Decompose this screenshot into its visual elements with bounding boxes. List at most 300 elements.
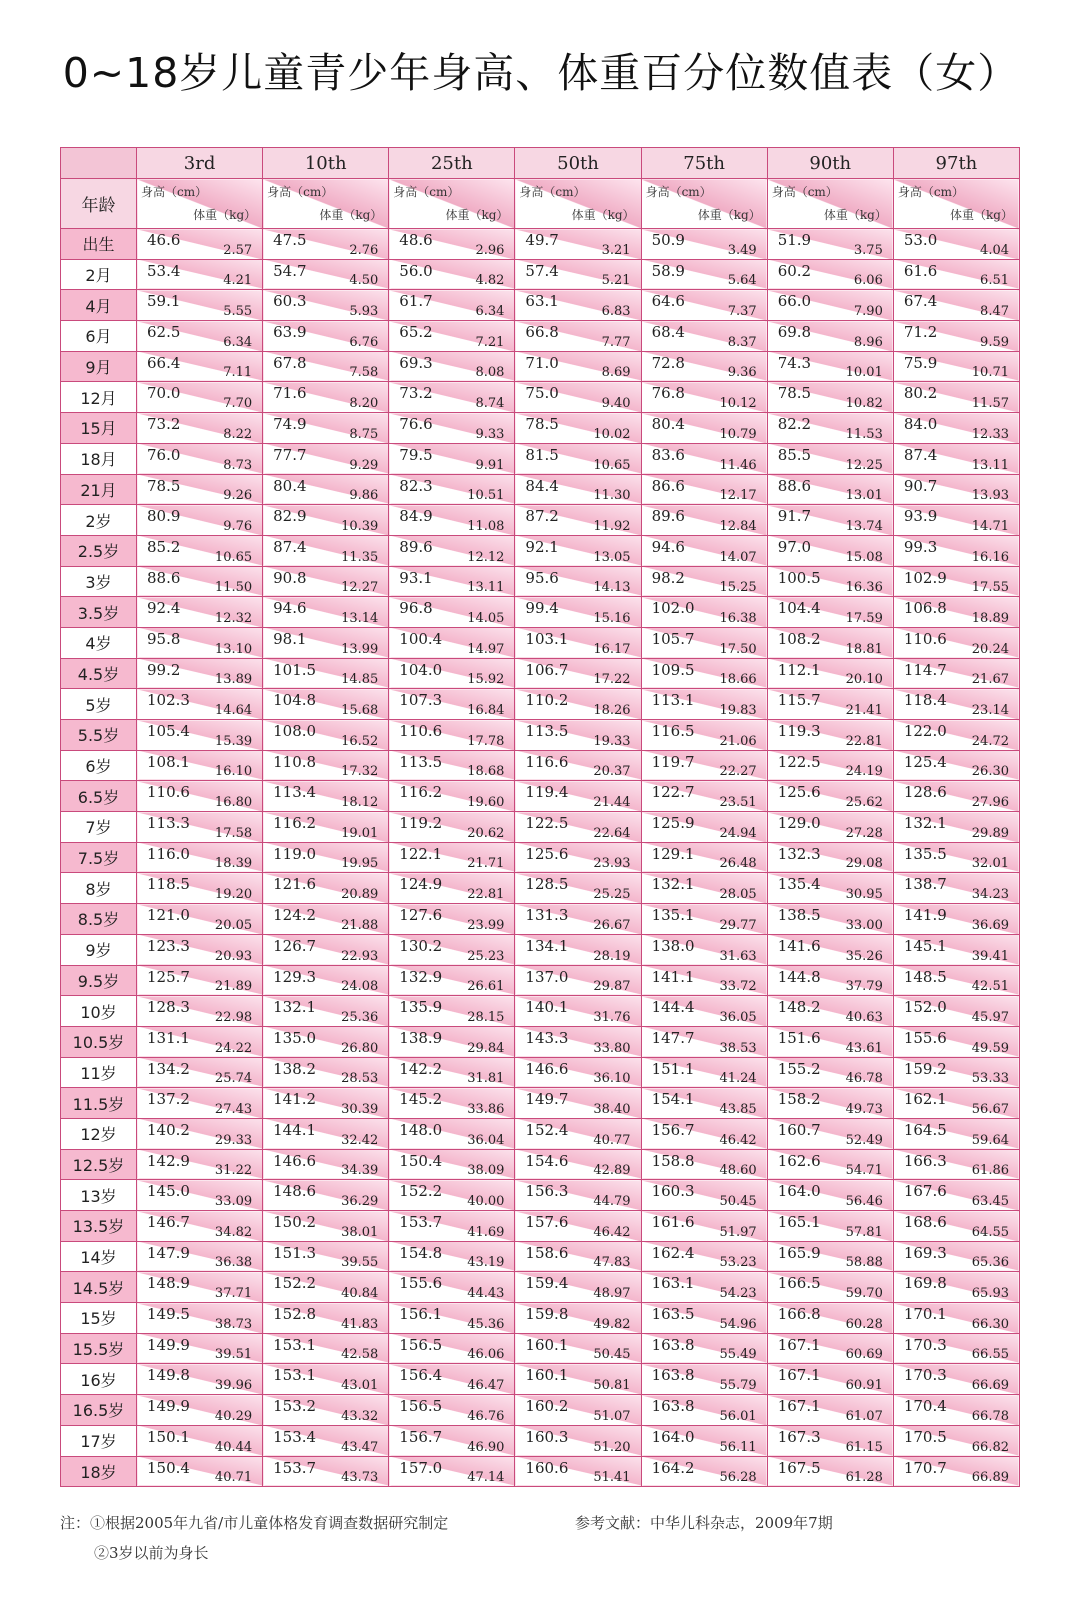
- weight-value: 21.67: [971, 672, 1009, 688]
- weight-value: 29.89: [971, 825, 1009, 841]
- height-value: 148.0: [399, 1120, 443, 1139]
- value-cell: [515, 597, 641, 628]
- value-cell: [515, 873, 641, 904]
- weight-value: 32.01: [971, 856, 1009, 872]
- height-value: 166.3: [903, 1151, 947, 1170]
- value-cell: [263, 1118, 389, 1149]
- value-cell: [389, 934, 515, 965]
- weight-value: 4.82: [475, 273, 505, 289]
- weight-value: 40.71: [214, 1470, 253, 1486]
- height-value: 167.3: [777, 1427, 821, 1446]
- value-cell: [137, 597, 263, 628]
- height-value: 89.6: [399, 537, 433, 556]
- percentile-header-row: [61, 148, 1020, 179]
- weight-value: 3.75: [853, 242, 883, 258]
- weight-value: 5.64: [727, 273, 757, 289]
- height-value: 108.0: [273, 722, 317, 740]
- value-cell: [641, 1425, 767, 1456]
- value-cell: [515, 1180, 641, 1211]
- height-value: 75.0: [525, 384, 559, 403]
- weight-value: 30.95: [845, 887, 883, 903]
- weight-unit-label: 体重（kg）: [823, 208, 887, 222]
- weight-value: 22.81: [467, 887, 505, 903]
- value-cell: [137, 351, 263, 382]
- value-cell: [389, 627, 515, 658]
- weight-value: 25.36: [341, 1009, 379, 1025]
- table-row: [61, 842, 1020, 873]
- weight-value: 23.93: [593, 856, 631, 872]
- value-cell: [137, 1303, 263, 1334]
- age-cell: 15岁: [61, 1303, 137, 1334]
- height-value: 94.6: [651, 537, 685, 556]
- height-value: 119.0: [273, 844, 317, 863]
- value-cell: [263, 689, 389, 720]
- height-value: 154.6: [525, 1151, 569, 1170]
- height-value: 124.9: [399, 875, 443, 894]
- weight-value: 20.89: [341, 887, 379, 903]
- height-value: 163.8: [651, 1366, 695, 1385]
- height-value: 166.8: [777, 1305, 821, 1324]
- weight-value: 9.91: [475, 457, 505, 473]
- value-cell: [515, 627, 641, 658]
- value-cell: [515, 658, 641, 689]
- weight-value: 23.51: [719, 795, 757, 811]
- weight-value: 13.01: [845, 488, 883, 504]
- weight-value: 9.36: [727, 365, 757, 381]
- weight-value: 14.71: [971, 518, 1009, 534]
- value-cell: [263, 1180, 389, 1211]
- weight-unit-label: 体重（kg）: [319, 208, 383, 222]
- value-cell: [641, 290, 767, 321]
- value-cell: [641, 1026, 767, 1057]
- weight-value: 36.38: [214, 1255, 253, 1271]
- percentile-header: 50th: [515, 148, 641, 179]
- value-cell: [137, 229, 263, 260]
- height-value: 148.2: [777, 998, 821, 1017]
- height-value: 141.6: [777, 936, 821, 955]
- value-cell: [137, 781, 263, 812]
- weight-value: 12.84: [719, 518, 757, 534]
- height-value: 169.3: [903, 1243, 947, 1262]
- value-cell: [389, 229, 515, 260]
- height-value: 160.1: [525, 1366, 569, 1385]
- value-cell: [767, 474, 893, 505]
- weight-value: 26.67: [593, 917, 631, 933]
- height-value: 110.8: [273, 752, 317, 771]
- value-cell: [641, 965, 767, 996]
- height-value: 62.5: [147, 323, 181, 342]
- value-cell: [137, 1118, 263, 1149]
- weight-value: 20.05: [214, 917, 253, 933]
- weight-value: 8.75: [349, 426, 379, 442]
- weight-value: 48.97: [593, 1286, 631, 1302]
- weight-value: 9.86: [349, 488, 379, 504]
- value-cell: [389, 413, 515, 444]
- height-value: 87.4: [903, 445, 938, 464]
- value-cell: [389, 658, 515, 689]
- age-cell: 11岁: [61, 1057, 137, 1088]
- weight-value: 28.19: [593, 948, 631, 964]
- height-value: 108.2: [777, 629, 821, 648]
- value-cell: [767, 1241, 893, 1272]
- value-cell: [137, 842, 263, 873]
- height-value: 148.9: [147, 1274, 190, 1293]
- height-value: 164.2: [651, 1458, 695, 1477]
- weight-value: 51.97: [719, 1224, 757, 1240]
- height-value: 163.5: [651, 1305, 695, 1324]
- value-cell: [515, 1241, 641, 1272]
- weight-value: 15.25: [719, 580, 757, 596]
- value-cell: [263, 505, 389, 536]
- value-cell: [767, 229, 893, 260]
- value-cell: [137, 1241, 263, 1272]
- height-value: 116.6: [525, 752, 569, 771]
- value-cell: [515, 474, 641, 505]
- height-value: 164.0: [651, 1427, 695, 1446]
- value-cell: [515, 1395, 641, 1426]
- weight-value: 15.92: [467, 672, 505, 688]
- weight-value: 25.74: [214, 1071, 253, 1087]
- value-cell: [515, 1057, 641, 1088]
- weight-value: 14.07: [719, 549, 757, 565]
- value-cell: [389, 720, 515, 751]
- value-cell: [767, 1088, 893, 1119]
- height-value: 82.3: [399, 476, 433, 495]
- weight-value: 46.78: [845, 1071, 883, 1087]
- value-cell: [767, 965, 893, 996]
- height-value: 152.0: [903, 998, 947, 1017]
- value-cell: [389, 1241, 515, 1272]
- weight-value: 24.72: [971, 733, 1009, 749]
- weight-value: 56.11: [719, 1439, 757, 1455]
- height-value: 134.1: [525, 936, 569, 955]
- age-cell: 8岁: [61, 873, 137, 904]
- height-value: 159.8: [525, 1305, 569, 1324]
- height-value: 83.6: [651, 445, 685, 464]
- height-value: 156.1: [399, 1305, 443, 1324]
- weight-value: 22.93: [341, 948, 379, 964]
- value-cell: [515, 229, 641, 260]
- table-row: [61, 1057, 1020, 1088]
- value-cell: [263, 720, 389, 751]
- value-cell: [767, 1149, 893, 1180]
- table-body: [61, 229, 1020, 1487]
- height-value: 82.9: [273, 507, 307, 526]
- table-row: [61, 1395, 1020, 1426]
- height-value: 92.1: [525, 537, 559, 556]
- weight-value: 21.41: [845, 703, 883, 718]
- value-cell: [263, 351, 389, 382]
- weight-value: 45.97: [971, 1009, 1009, 1025]
- height-value: 153.7: [273, 1458, 317, 1477]
- value-cell: [641, 904, 767, 935]
- height-value: 167.6: [903, 1182, 947, 1201]
- height-value: 162.4: [651, 1243, 695, 1262]
- height-value: 153.4: [273, 1427, 317, 1446]
- reference-note: 参考文献：中华儿科杂志，2009年7期: [575, 1514, 833, 1532]
- value-cell: [137, 750, 263, 781]
- value-cell: [893, 720, 1019, 751]
- height-value: 105.4: [147, 722, 190, 740]
- value-cell: [641, 1241, 767, 1272]
- height-value: 132.3: [777, 844, 821, 863]
- height-unit-label: 身高（cm）: [519, 185, 586, 199]
- value-cell: [515, 259, 641, 290]
- value-cell: [515, 566, 641, 597]
- weight-value: 51.20: [593, 1439, 631, 1455]
- value-cell: [389, 689, 515, 720]
- value-cell: [389, 1057, 515, 1088]
- weight-value: 31.81: [467, 1071, 505, 1087]
- height-value: 76.6: [399, 415, 433, 434]
- height-value: 78.5: [777, 384, 812, 403]
- weight-value: 15.39: [214, 733, 253, 749]
- height-value: 58.9: [651, 261, 685, 280]
- height-value: 85.2: [147, 537, 181, 556]
- weight-value: 10.71: [971, 365, 1009, 381]
- unit-header-cell: [767, 179, 893, 229]
- height-value: 160.7: [777, 1120, 821, 1139]
- growth-percentile-table: [60, 147, 1020, 1487]
- height-value: 154.1: [651, 1090, 695, 1109]
- value-cell: [263, 1425, 389, 1456]
- height-value: 119.7: [651, 752, 695, 771]
- value-cell: [515, 965, 641, 996]
- height-value: 80.9: [147, 507, 181, 526]
- age-cell: 15月: [61, 413, 137, 444]
- weight-value: 19.83: [719, 703, 757, 718]
- weight-value: 57.81: [845, 1224, 883, 1240]
- weight-value: 8.74: [475, 396, 505, 412]
- weight-value: 21.88: [341, 917, 379, 933]
- weight-value: 7.11: [223, 365, 253, 381]
- height-value: 129.3: [273, 967, 317, 986]
- height-value: 148.6: [273, 1182, 317, 1201]
- value-cell: [137, 1057, 263, 1088]
- height-value: 148.5: [903, 967, 947, 986]
- value-cell: [641, 720, 767, 751]
- weight-value: 20.93: [214, 948, 253, 964]
- value-cell: [389, 1149, 515, 1180]
- height-value: 138.5: [777, 906, 821, 925]
- height-value: 57.4: [525, 261, 559, 280]
- table-row: [61, 290, 1020, 321]
- height-value: 132.1: [651, 875, 695, 894]
- weight-value: 24.22: [214, 1040, 253, 1056]
- value-cell: [263, 1395, 389, 1426]
- value-cell: [137, 1333, 263, 1364]
- height-value: 153.7: [399, 1213, 443, 1231]
- value-cell: [263, 413, 389, 444]
- weight-value: 18.68: [467, 764, 505, 780]
- height-value: 153.2: [273, 1397, 317, 1416]
- value-cell: [515, 290, 641, 321]
- value-cell: [389, 1364, 515, 1395]
- weight-value: 10.65: [593, 457, 631, 473]
- value-cell: [893, 1057, 1019, 1088]
- weight-value: 18.89: [971, 610, 1009, 626]
- weight-value: 15.08: [845, 549, 883, 565]
- value-cell: [137, 689, 263, 720]
- weight-value: 27.28: [845, 825, 883, 841]
- value-cell: [389, 842, 515, 873]
- value-cell: [767, 535, 893, 566]
- height-value: 122.0: [903, 722, 947, 740]
- weight-value: 66.30: [971, 1316, 1009, 1332]
- age-cell: 3.5岁: [61, 597, 137, 628]
- height-value: 99.4: [525, 599, 559, 618]
- table-row: [61, 689, 1020, 720]
- weight-value: 14.85: [341, 672, 379, 688]
- value-cell: [515, 1303, 641, 1334]
- age-cell: 6月: [61, 321, 137, 352]
- height-value: 104.4: [777, 599, 821, 618]
- weight-value: 37.71: [214, 1286, 253, 1302]
- height-value: 149.5: [147, 1305, 190, 1324]
- height-value: 152.4: [525, 1120, 569, 1139]
- table-row: [61, 1118, 1020, 1149]
- value-cell: [515, 812, 641, 843]
- height-value: 142.9: [147, 1151, 190, 1170]
- weight-value: 11.50: [214, 580, 253, 596]
- height-value: 59.1: [147, 292, 181, 311]
- value-cell: [263, 1364, 389, 1395]
- weight-value: 36.10: [593, 1071, 631, 1087]
- table-row: [61, 720, 1020, 751]
- value-cell: [137, 1149, 263, 1180]
- height-value: 150.4: [399, 1151, 443, 1170]
- age-cell: 4岁: [61, 627, 137, 658]
- table-row: [61, 965, 1020, 996]
- value-cell: [137, 474, 263, 505]
- value-cell: [389, 382, 515, 413]
- footnote-1: 注：①根据2005年九省/市儿童体格发育调查数据研究制定: [60, 1514, 449, 1532]
- weight-value: 25.25: [593, 887, 631, 903]
- value-cell: [893, 1456, 1019, 1487]
- height-value: 137.0: [525, 967, 569, 986]
- value-cell: [767, 658, 893, 689]
- table-row: [61, 996, 1020, 1027]
- weight-value: 49.82: [593, 1316, 631, 1332]
- weight-value: 55.79: [719, 1378, 757, 1394]
- height-value: 50.9: [651, 231, 685, 249]
- value-cell: [263, 1241, 389, 1272]
- value-cell: [767, 443, 893, 474]
- weight-value: 61.15: [845, 1439, 883, 1455]
- age-cell: 16岁: [61, 1364, 137, 1395]
- height-value: 145.0: [147, 1182, 190, 1201]
- height-value: 102.9: [903, 568, 947, 587]
- weight-value: 66.78: [971, 1408, 1009, 1424]
- value-cell: [389, 1333, 515, 1364]
- weight-value: 48.60: [719, 1163, 757, 1179]
- weight-value: 7.77: [601, 334, 631, 350]
- value-cell: [767, 1026, 893, 1057]
- value-cell: [767, 321, 893, 352]
- value-cell: [641, 1395, 767, 1426]
- weight-unit-label: 体重（kg）: [950, 208, 1013, 222]
- height-value: 138.2: [273, 1059, 317, 1078]
- value-cell: [137, 1272, 263, 1303]
- weight-value: 31.22: [214, 1163, 253, 1179]
- weight-value: 46.06: [467, 1347, 505, 1363]
- value-cell: [641, 505, 767, 536]
- value-cell: [263, 627, 389, 658]
- table-row: [61, 627, 1020, 658]
- table-row: [61, 658, 1020, 689]
- value-cell: [767, 996, 893, 1027]
- weight-value: 7.70: [223, 396, 253, 412]
- unit-header-cell: [263, 179, 389, 229]
- height-value: 76.8: [651, 384, 685, 403]
- weight-value: 16.36: [845, 580, 883, 596]
- height-value: 146.7: [147, 1213, 190, 1231]
- percentile-header: 75th: [641, 148, 767, 179]
- height-value: 167.1: [777, 1397, 821, 1416]
- height-value: 155.6: [399, 1274, 443, 1293]
- height-value: 160.1: [525, 1335, 569, 1354]
- value-cell: [137, 382, 263, 413]
- value-cell: [893, 566, 1019, 597]
- value-cell: [767, 505, 893, 536]
- weight-value: 36.69: [971, 917, 1009, 933]
- height-value: 135.1: [651, 906, 695, 925]
- value-cell: [767, 873, 893, 904]
- height-unit-label: 身高（cm）: [645, 185, 712, 199]
- weight-value: 16.38: [719, 610, 757, 626]
- height-value: 135.0: [273, 1028, 317, 1047]
- value-cell: [893, 904, 1019, 935]
- height-value: 140.2: [147, 1120, 190, 1139]
- weight-value: 22.64: [593, 825, 631, 841]
- height-value: 81.5: [525, 445, 559, 464]
- footnote-2: ②3岁以前为身长: [94, 1544, 209, 1562]
- weight-value: 59.64: [971, 1132, 1009, 1148]
- weight-value: 58.88: [845, 1255, 883, 1271]
- height-value: 106.8: [903, 599, 947, 618]
- value-cell: [893, 290, 1019, 321]
- weight-value: 17.50: [719, 641, 757, 657]
- weight-value: 8.08: [475, 365, 505, 381]
- weight-value: 40.84: [341, 1286, 379, 1302]
- value-cell: [893, 812, 1019, 843]
- weight-value: 4.50: [349, 273, 379, 289]
- weight-value: 38.73: [214, 1316, 253, 1332]
- height-value: 123.3: [147, 936, 190, 955]
- table-row: [61, 1241, 1020, 1272]
- height-value: 152.8: [273, 1305, 317, 1324]
- weight-value: 23.99: [467, 917, 505, 933]
- weight-value: 40.29: [214, 1408, 253, 1424]
- table-row: [61, 413, 1020, 444]
- value-cell: [137, 1026, 263, 1057]
- age-cell: 2岁: [61, 505, 137, 536]
- weight-value: 54.71: [845, 1163, 883, 1179]
- value-cell: [893, 1395, 1019, 1426]
- value-cell: [137, 1364, 263, 1395]
- weight-value: 34.23: [971, 887, 1009, 903]
- table-row: [61, 1272, 1020, 1303]
- value-cell: [263, 1456, 389, 1487]
- height-value: 118.4: [903, 691, 947, 710]
- value-cell: [389, 566, 515, 597]
- value-cell: [389, 750, 515, 781]
- value-cell: [893, 1425, 1019, 1456]
- value-cell: [137, 873, 263, 904]
- height-value: 53.0: [903, 231, 938, 249]
- weight-value: 63.45: [971, 1194, 1009, 1209]
- weight-value: 17.59: [845, 610, 883, 626]
